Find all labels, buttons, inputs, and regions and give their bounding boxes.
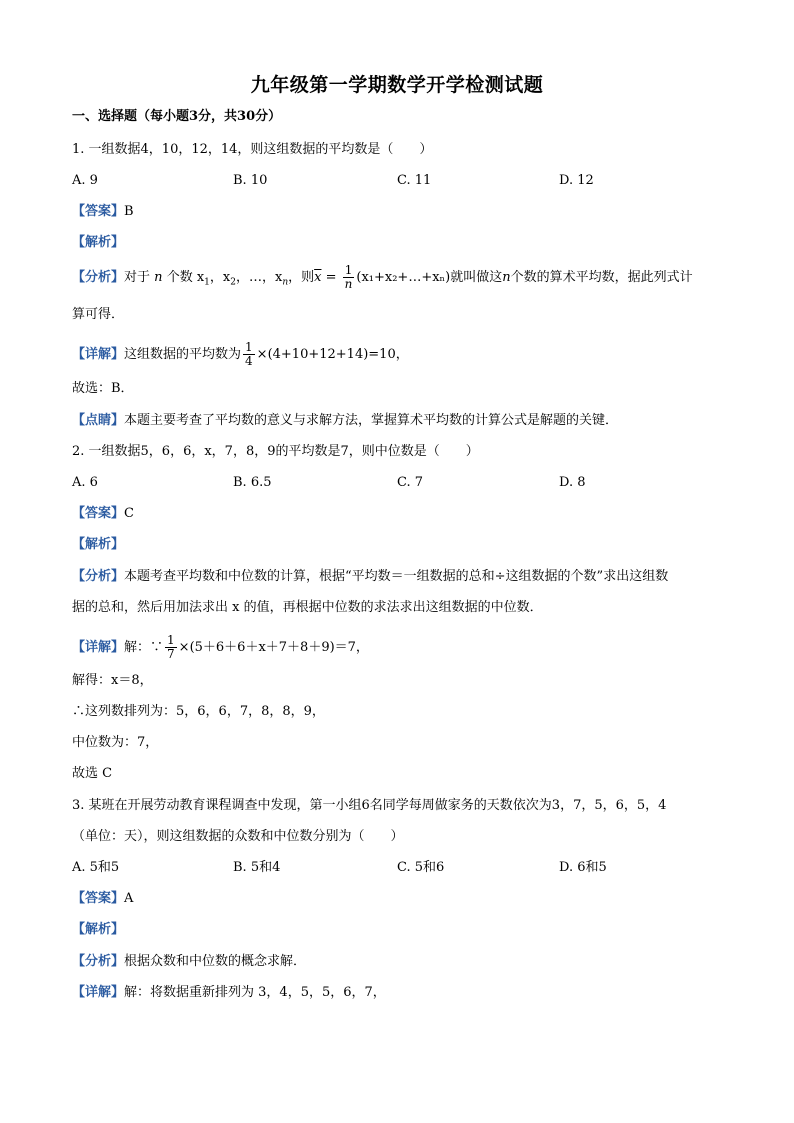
question-3-stem-2: （单位：天），则这组数据的众数和中位数分别为（ ） [72,829,404,844]
option-c: C. 11 [397,173,432,188]
q2-median: 中位数为：7， [72,735,159,750]
answer-value: B [124,204,134,219]
option-b: B. 6.5 [233,475,272,490]
analysis-heading: 【解析】 [72,922,125,937]
question-3-options [72,859,732,877]
question-1-options [72,172,732,190]
q3-detail-line: 【详解】解：将数据重新排列为 3，4，5，5，6，7， [72,985,386,1000]
q2-choose: 故选 C [72,766,113,781]
option-b: B. 5和4 [233,860,281,875]
q1-choose: 故选：B． [72,381,134,396]
fraction: $\frac{1}{n}$ [344,263,353,291]
question-1-stem: 1. 一组数据4，10，12，14，则这组数据的平均数是（ ） [72,142,433,157]
q2-detail-line: 【详解】解：∵ $\frac{1}{7}$ ×(5＋6＋6＋x＋7＋8＋9)＝7， [72,633,369,661]
answer-tag: 【答案】 [72,204,125,219]
section-heading: 一、选择题（每小题3分，共30分） [72,109,282,124]
q1-fenxi-line: 【分析】对于 n 个数 $x_1$，$x_2$，…，$x_n$，则$\overline{x}$ = $\frac{1}{n}$ (x₁+x₂+…+xₙ)就叫做这n个数的算术平均数，据此列式计 [72,263,693,291]
x-bar-symbol: $\overline{x}$ [314,270,322,285]
question-2-options [72,474,732,492]
q1-point: 【点睛】本题主要考查了平均数的意义与求解方法，掌握算术平均数的计算公式是解题的关键． [72,413,619,428]
answer-line [72,203,134,221]
option-a: A. 5和5 [72,860,120,875]
option-d: D. 12 [559,173,594,188]
q1-fenxi-line-2: 算可得． [72,307,125,322]
question-2-stem: 2. 一组数据5，6，6，x，7，8，9的平均数是7，则中位数是（ ） [72,444,479,459]
q2-solve: 解得：x＝8， [72,673,153,688]
fraction: $\frac{1}{7}$ [167,633,175,661]
q1-detail-line: 【详解】这组数据的平均数为 $\frac{1}{4}$ ×(4+10+12+14)=10， [72,340,409,368]
option-d: D. 6和5 [559,860,607,875]
answer-line: 【答案】C [72,506,134,521]
q2-fenxi-line-2: 据的总和，然后用加法求出 x 的值，再根据中位数的求法求出这组数据的中位数． [72,600,543,615]
option-c: C. 5和6 [397,860,445,875]
q2-fenxi-line: 【分析】本题考查平均数和中位数的计算，根据“平均数＝一组数据的总和÷这组数据的个数”求出这组数 [72,569,669,584]
option-a: A. 6 [72,475,98,490]
option-a: A. 9 [72,173,98,188]
fraction: $\frac{1}{4}$ [245,340,253,368]
option-c: C. 7 [397,475,424,490]
option-b: B. 10 [233,173,268,188]
q2-sorted: ∴这列数排列为：5，6，6，7，8，8，9， [72,704,325,719]
analysis-heading: 【解析】 [72,235,125,250]
answer-line: 【答案】A [72,891,134,906]
q3-fenxi-line: 【分析】根据众数和中位数的概念求解． [72,954,307,969]
option-d: D. 8 [559,475,586,490]
analysis-heading: 【解析】 [72,537,125,552]
page-title: 九年级第一学期数学开学检测试题 [250,74,544,96]
question-3-stem: 3. 某班在开展劳动教育课程调查中发现，第一小组6名同学每周做家务的天数依次为3，7，5，6，5，4 [72,798,667,813]
